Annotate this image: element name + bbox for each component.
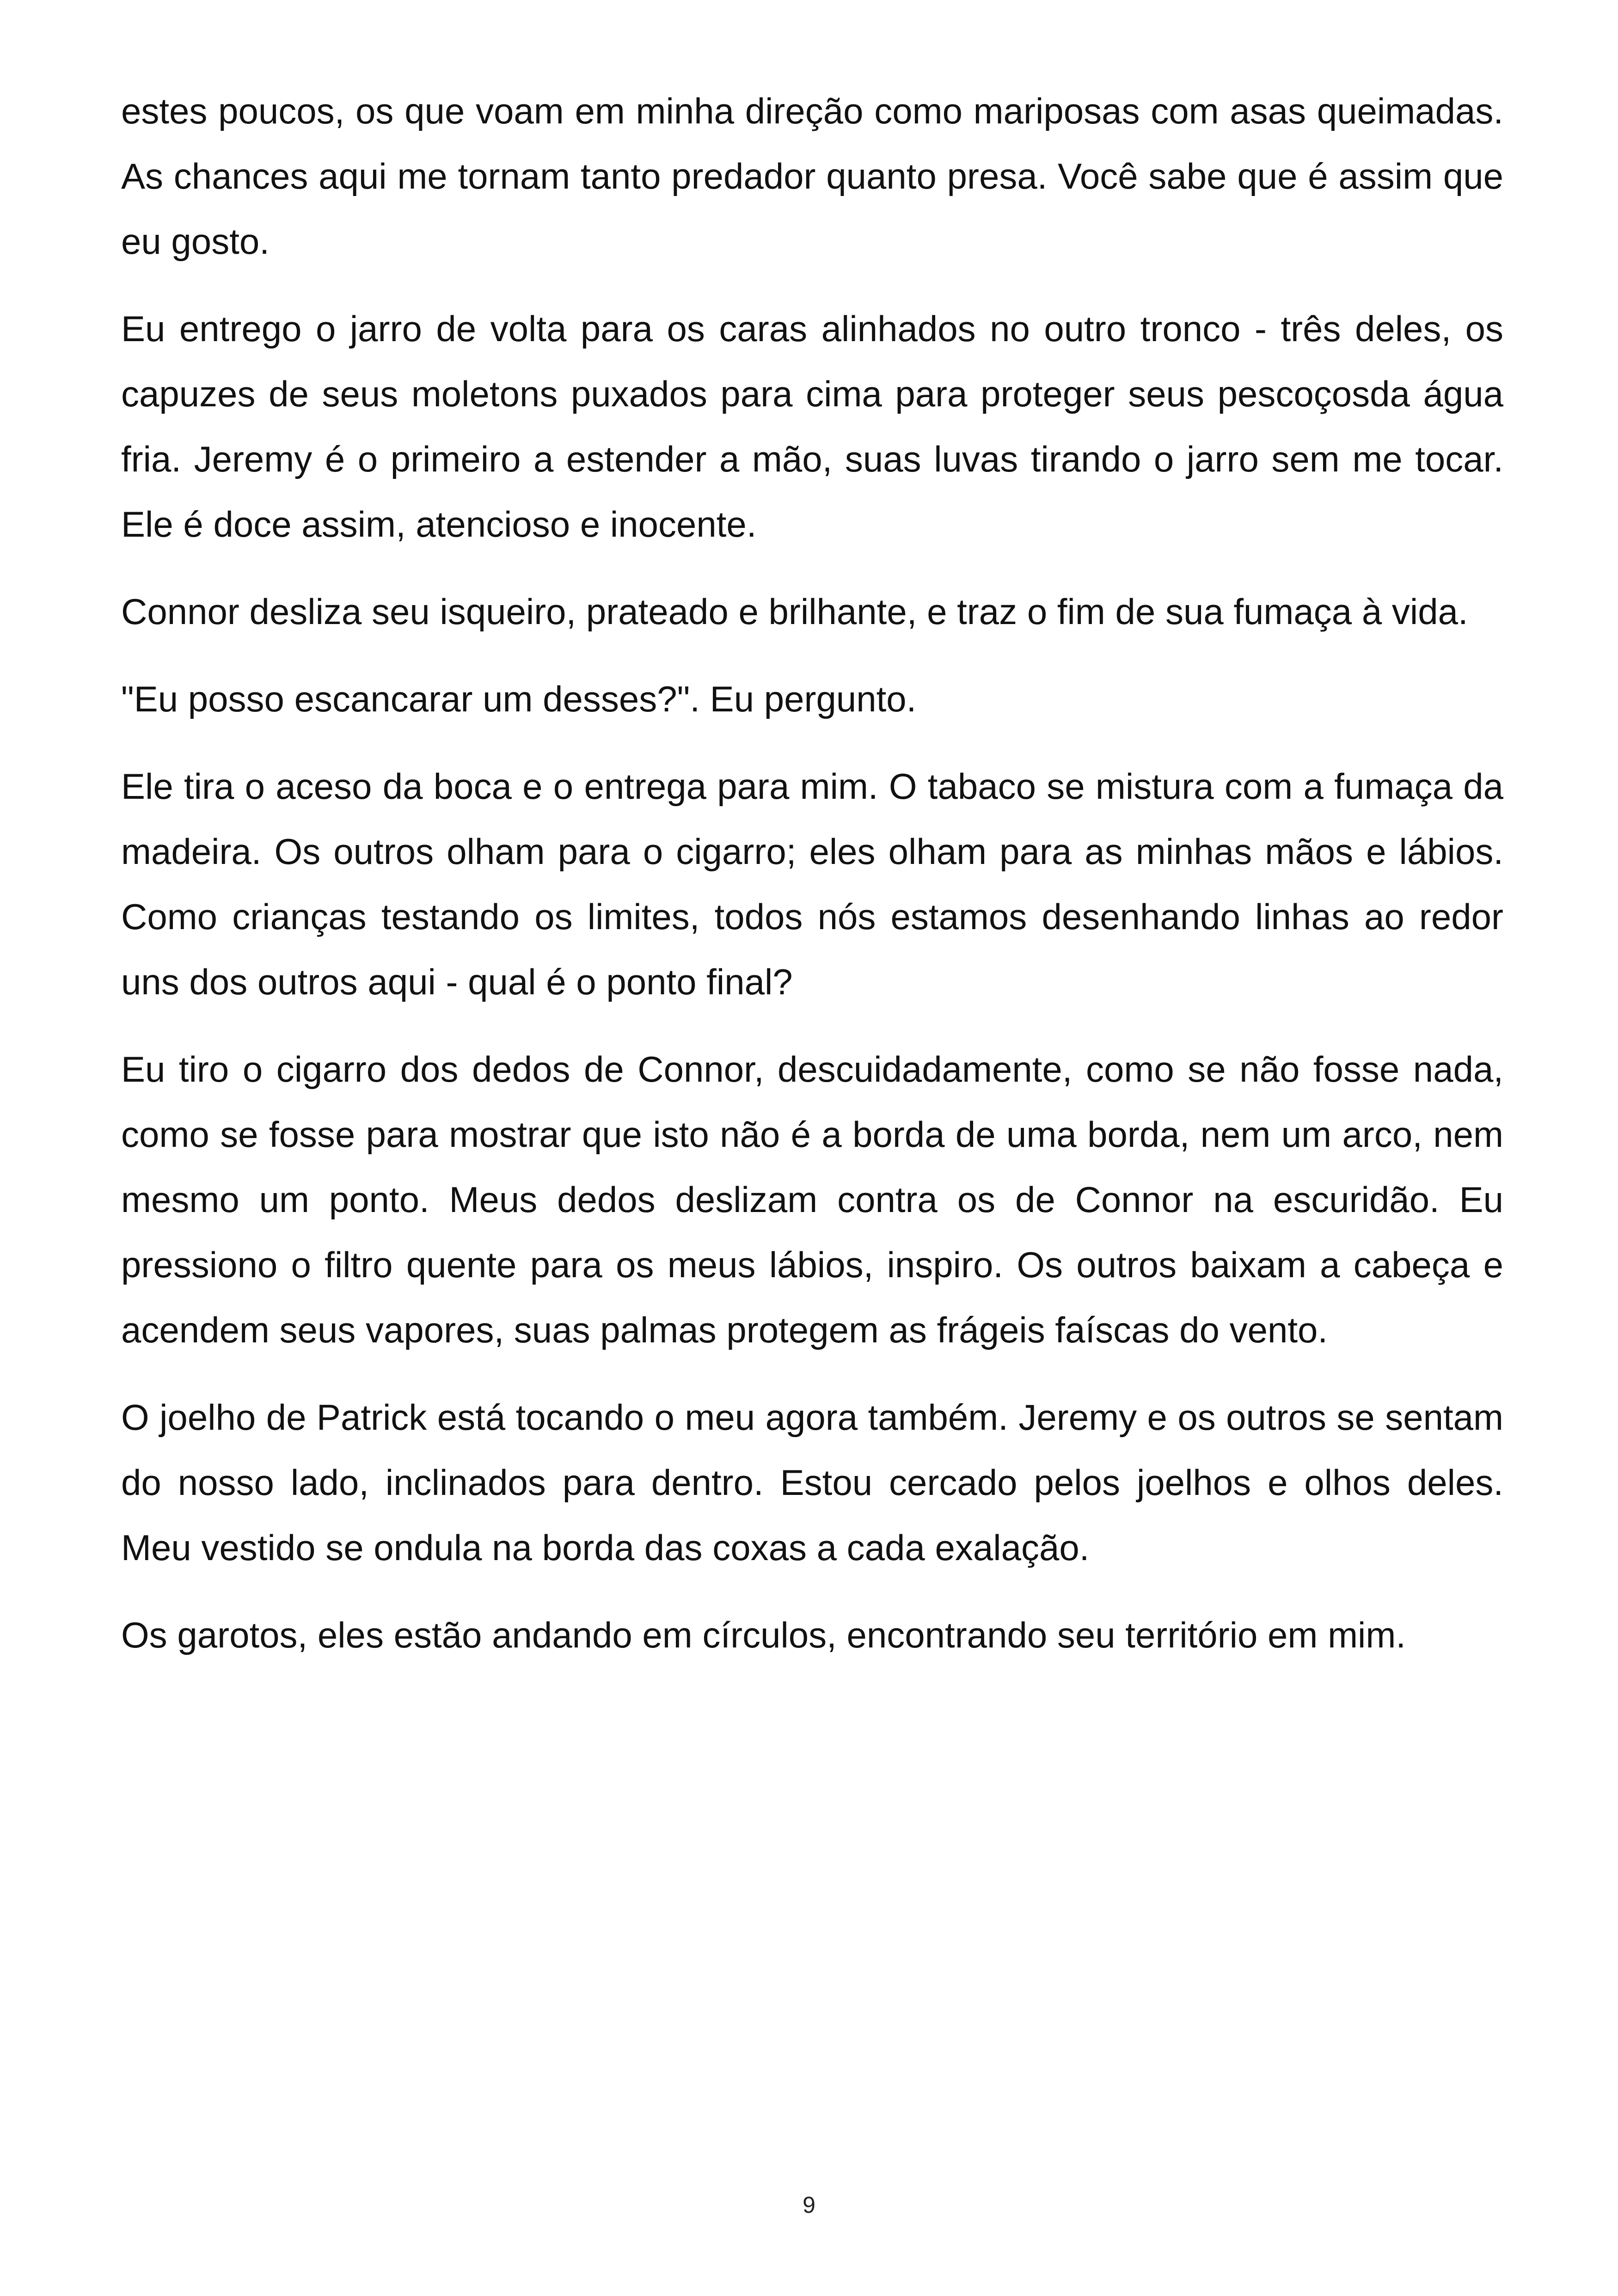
paragraph: Eu entrego o jarro de volta para os caras alinhados no outro tronco - três deles, os capuzes de seus moletons puxados para cima para proteger seus pescoçosda água fria. Jeremy é o primeiro a estender a mão, suas luvas tirando o jarro sem me tocar. Ele é doce assim, atencioso e inocente. bbox=[121, 308, 1503, 545]
paragraph: "Eu posso escancarar um desses?". Eu pergunto. bbox=[121, 679, 917, 719]
paragraph: O joelho de Patrick está tocando o meu agora também. Jeremy e os outros se sentam do nosso lado, inclinados para dentro. Estou cercado pelos joelhos e olhos deles. Meu vestido se ondula na borda das coxas a cada exalação. bbox=[121, 1397, 1503, 1568]
paragraph: Ele tira o aceso da boca e o entrega para mim. O tabaco se mistura com a fumaça da madeira. Os outros olham para o cigarro; eles olham para as minhas mãos e lábios. Como crianças testando os limites, todos nós estamos desenhando linhas ao redor uns dos outros aqui - qual é o ponto final? bbox=[121, 766, 1503, 1002]
paragraph: Connor desliza seu isqueiro, prateado e brilhante, e traz o fim de sua fumaça à vida. bbox=[121, 591, 1468, 632]
page-body bbox=[121, 79, 1503, 1690]
paragraph: Os garotos, eles estão andando em círculos, encontrando seu território em mim. bbox=[121, 1615, 1406, 1655]
paragraph: Eu tiro o cigarro dos dedos de Connor, descuidadamente, como se não fosse nada, como se fosse para mostrar que isto não é a borda de uma borda, nem um arco, nem mesmo um ponto. Meus dedos deslizam contra os de Connor na escuridão. Eu pressiono o filtro quente para os meus lábios, inspiro. Os outros baixam a cabeça e acendem seus vapores, suas palmas protegem as frágeis faíscas do vento. bbox=[121, 1049, 1503, 1350]
paragraph: estes poucos, os que voam em minha direção como mariposas com asas queimadas. As chances aqui me tornam tanto predador quanto presa. Você sabe que é assim que eu gosto. bbox=[121, 91, 1503, 262]
page-number: 9 bbox=[803, 2192, 815, 2218]
